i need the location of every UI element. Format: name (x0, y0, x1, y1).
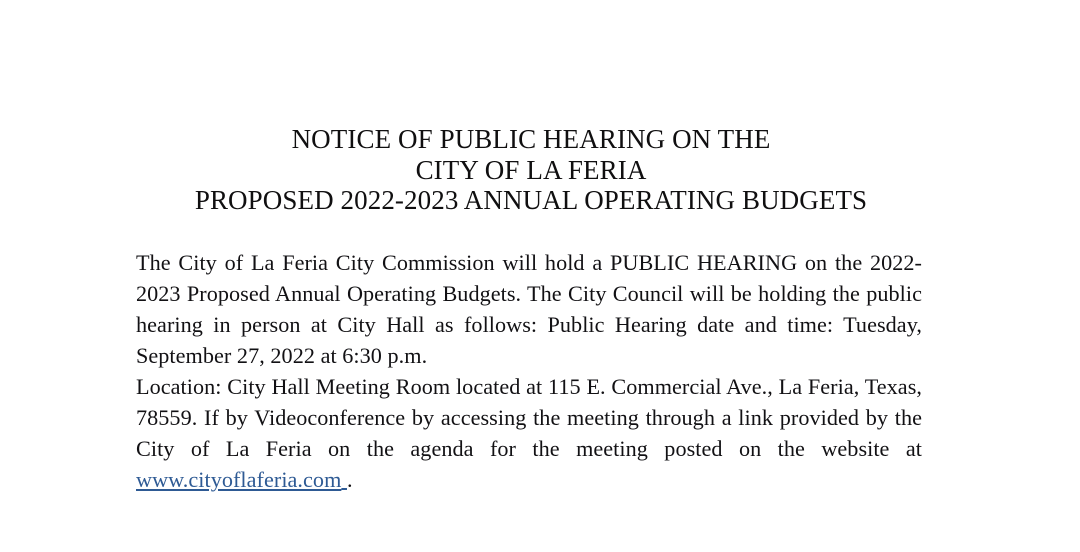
document-body (136, 247, 922, 495)
city-website-link[interactable]: www.cityoflaferia.com (136, 467, 342, 492)
paragraph-location-details (136, 371, 922, 495)
paragraph-2-trailing-text: . (346, 467, 353, 492)
title-line-1: NOTICE OF PUBLIC HEARING ON THE (291, 124, 771, 154)
paragraph-hearing-details (136, 247, 922, 371)
title-line-3: PROPOSED 2022-2023 ANNUAL OPERATING BUDGETS (194, 185, 868, 215)
page-title (136, 124, 926, 216)
paragraph-1-text: The City of La Feria City Commission will hold a PUBLIC HEARING on the 2022-2023 Proposed Annual Operating Budgets. The City Council will be holding the public hearing in person at City Hall as follows: Public Hearing date and time: Tuesday, September 27, 2022 at 6:30 p.m. (136, 250, 922, 368)
title-line-2: CITY OF LA FERIA (415, 154, 647, 185)
paragraph-2-lead-text: Location: City Hall Meeting Room located at 115 E. Commercial Ave., La Feria, Texas, 78559. If by Videoconference by accessing the meeting through a link provided by the City of La Feria on the agenda for the meeting posted on the website at (136, 374, 922, 461)
